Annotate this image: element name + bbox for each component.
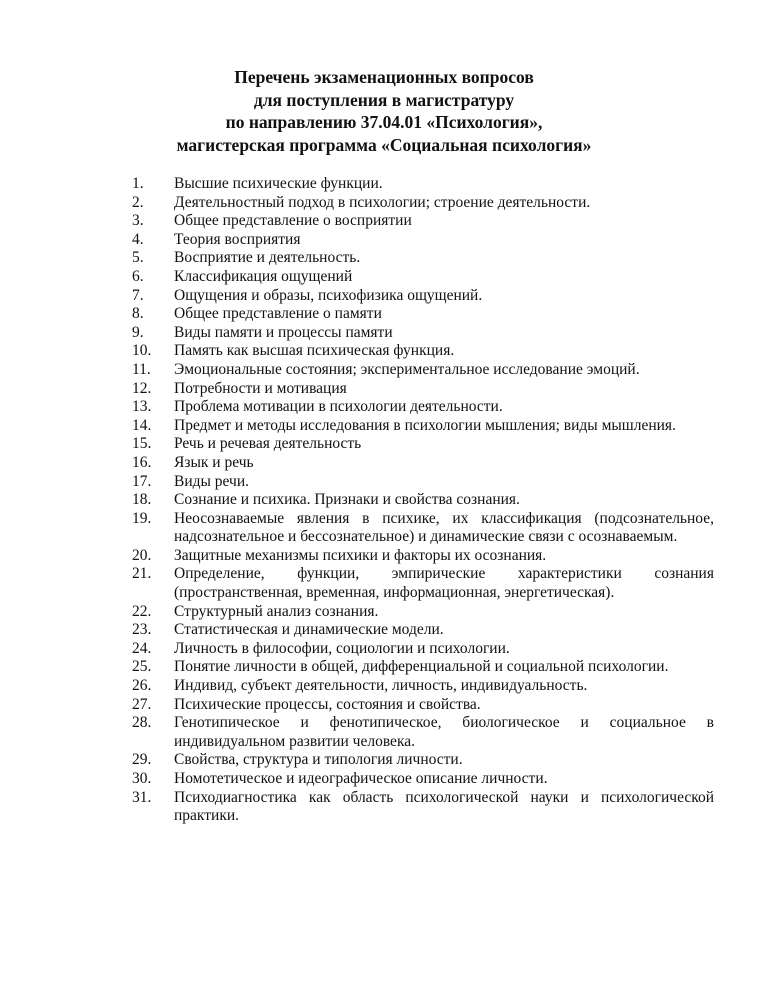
question-text: Статистическая и динамические модели. xyxy=(174,621,444,639)
question-number: 21. xyxy=(132,565,152,583)
question-number: 24. xyxy=(132,639,152,657)
question-item xyxy=(132,565,714,602)
question-item xyxy=(132,491,714,510)
question-number: 27. xyxy=(132,695,152,713)
question-item xyxy=(132,417,714,436)
question-text: Проблема мотивации в психологии деятельности. xyxy=(174,398,503,416)
question-text: Психические процессы, состояния и свойства. xyxy=(174,695,481,713)
question-number: 25. xyxy=(132,658,152,676)
question-number: 9. xyxy=(132,323,144,341)
question-item xyxy=(132,287,714,306)
question-item xyxy=(132,696,714,715)
question-text: Определение, функции, эмпирические характеристики сознания (пространственная, временная, информационная, энергетическая). xyxy=(174,565,714,602)
question-number: 3. xyxy=(132,212,144,230)
question-number: 5. xyxy=(132,249,144,267)
question-item xyxy=(132,380,714,399)
question-text: Индивид, субъект деятельности, личность, индивидуальность. xyxy=(174,677,588,695)
question-text: Виды речи. xyxy=(174,472,250,490)
question-text: Личность в философии, социологии и психологии. xyxy=(174,639,510,657)
title-line-2: для поступления в магистратуру xyxy=(253,89,515,110)
question-text: Общее представление о памяти xyxy=(174,305,382,323)
question-text: Деятельностный подход в психологии; строение деятельности. xyxy=(174,193,591,211)
question-number: 4. xyxy=(132,230,144,248)
question-text: Высшие психические функции. xyxy=(174,175,383,192)
title-line-3: по направлению 37.04.01 «Психология», xyxy=(225,112,543,132)
question-text: Номотетическое и идеографическое описание личности. xyxy=(174,770,548,787)
question-number: 13. xyxy=(132,398,152,416)
question-text: Память как высшая психическая функция. xyxy=(174,342,455,360)
question-item xyxy=(132,789,714,826)
question-item xyxy=(132,361,714,380)
question-item xyxy=(132,510,714,547)
question-item xyxy=(132,677,714,696)
question-item xyxy=(132,454,714,473)
question-item xyxy=(132,603,714,622)
question-text: Общее представление о восприятии xyxy=(174,212,412,230)
question-text: Классификация ощущений xyxy=(174,267,353,285)
question-item xyxy=(132,305,714,324)
question-item xyxy=(132,547,714,566)
title-line-4: магистерская программа «Социальная психология» xyxy=(176,134,592,155)
question-item xyxy=(132,751,714,770)
question-text: Виды памяти и процессы памяти xyxy=(174,323,393,341)
question-text: Восприятие и деятельность. xyxy=(174,249,361,267)
question-text: Структурный анализ сознания. xyxy=(174,602,379,620)
question-text: Потребности и мотивация xyxy=(174,379,347,397)
question-text: Теория восприятия xyxy=(174,230,301,248)
question-item xyxy=(132,770,714,789)
question-number: 19. xyxy=(132,509,152,527)
question-item xyxy=(132,249,714,268)
question-number: 23. xyxy=(132,621,152,639)
question-number: 14. xyxy=(132,416,152,434)
question-number: 12. xyxy=(132,379,152,397)
question-number: 17. xyxy=(132,472,152,490)
question-item xyxy=(132,175,714,194)
question-text: Психодиагностика как область психологической науки и психологической практики. xyxy=(174,788,714,825)
question-item xyxy=(132,231,714,250)
question-text: Понятие личности в общей, дифференциальной и социальной психологии. xyxy=(174,658,669,676)
question-number: 28. xyxy=(132,714,152,732)
question-number: 10. xyxy=(132,342,152,360)
question-item xyxy=(132,714,714,751)
question-item xyxy=(132,324,714,343)
question-item xyxy=(132,212,714,231)
question-item xyxy=(132,658,714,677)
question-number: 2. xyxy=(132,193,144,211)
question-text: Сознание и психика. Признаки и свойства сознания. xyxy=(174,491,520,509)
question-number: 15. xyxy=(132,435,152,453)
question-number: 26. xyxy=(132,677,152,695)
question-number: 6. xyxy=(132,267,144,285)
question-item xyxy=(132,342,714,361)
question-number: 29. xyxy=(132,751,152,769)
document-title xyxy=(0,66,768,156)
question-number: 1. xyxy=(132,175,144,192)
question-text: Генотипическое и фенотипическое, биологическое и социальное в индивидуальном развитии человека. xyxy=(174,714,714,750)
question-text: Ощущения и образы, психофизика ощущений. xyxy=(174,286,483,304)
question-number: 31. xyxy=(132,788,152,806)
question-text: Предмет и методы исследования в психологии мышления; виды мышления. xyxy=(174,416,676,434)
question-item xyxy=(132,473,714,492)
question-item xyxy=(132,435,714,454)
question-text: Язык и речь xyxy=(174,453,254,471)
question-item xyxy=(132,398,714,417)
question-number: 30. xyxy=(132,770,152,787)
question-number: 16. xyxy=(132,453,152,471)
question-number: 7. xyxy=(132,286,144,304)
questions-list xyxy=(132,175,714,826)
question-number: 22. xyxy=(132,602,152,620)
question-number: 8. xyxy=(132,305,144,323)
question-number: 11. xyxy=(132,360,151,378)
question-number: 18. xyxy=(132,491,152,509)
question-item xyxy=(132,268,714,287)
question-number: 20. xyxy=(132,546,152,564)
question-text: Свойства, структура и типология личности. xyxy=(174,751,463,769)
question-text: Неосознаваемые явления в психике, их классификация (подсознательное, надсознательное и бессознательное) и динамические связи с осознаваемым. xyxy=(174,509,714,546)
question-text: Эмоциональные состояния; экспериментальное исследование эмоций. xyxy=(174,360,640,378)
title-line-1: Перечень экзаменационных вопросов xyxy=(234,67,534,87)
question-item xyxy=(132,621,714,640)
question-text: Защитные механизмы психики и факторы их осознания. xyxy=(174,546,547,564)
question-item xyxy=(132,194,714,213)
question-item xyxy=(132,640,714,659)
question-text: Речь и речевая деятельность xyxy=(174,435,362,453)
